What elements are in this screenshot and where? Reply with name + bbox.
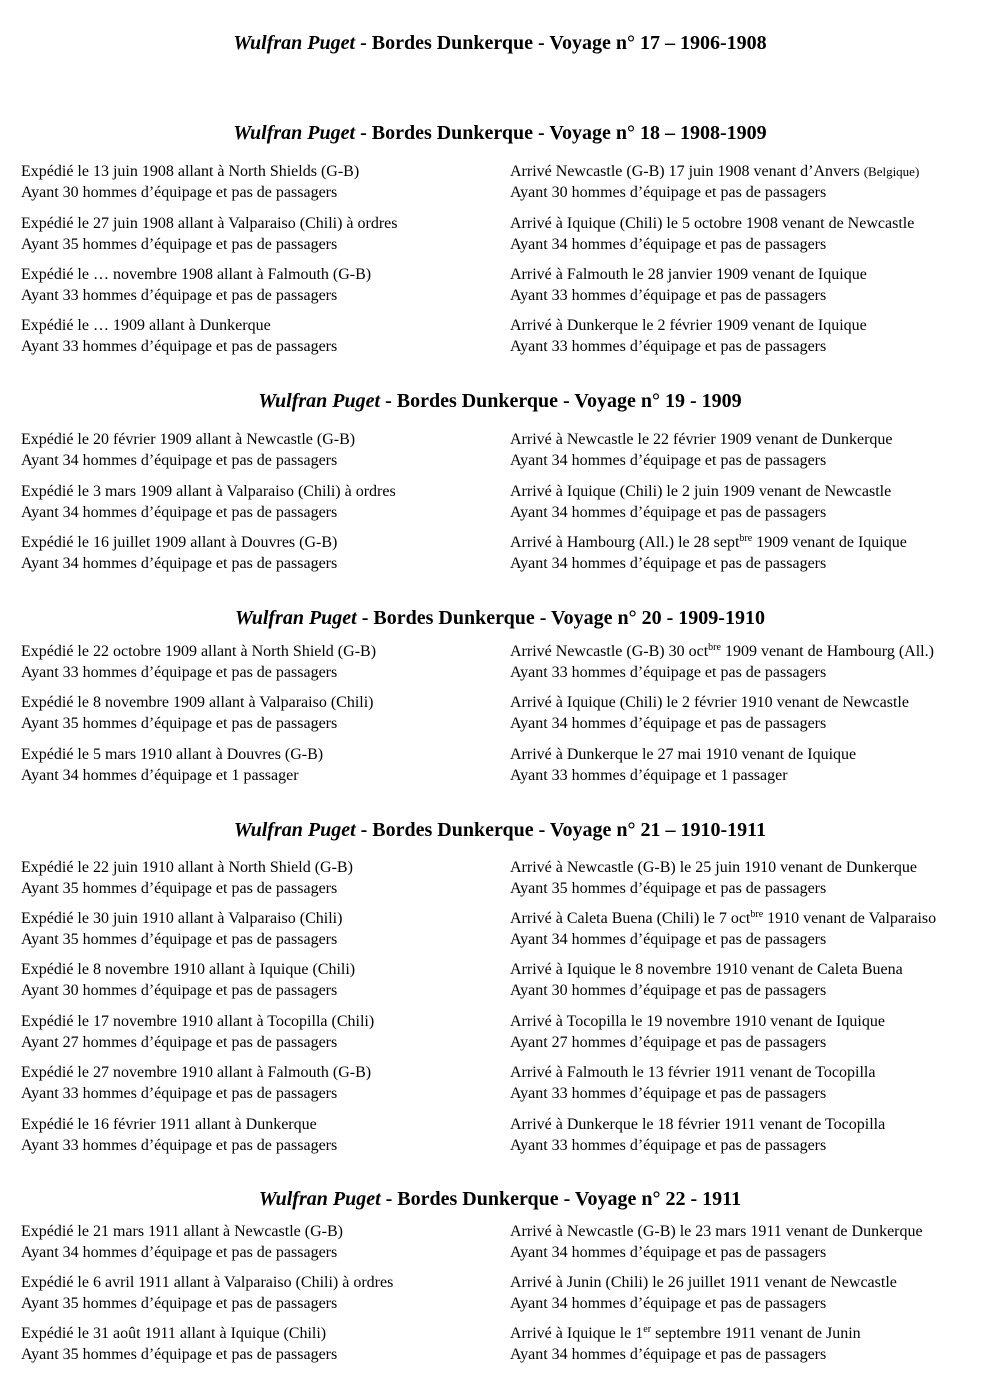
- arrival-entry: [510, 316, 867, 357]
- entry-route-line: [21, 265, 371, 286]
- crew-line: Ayant 34 hommes d’équipage et pas de passagers: [510, 554, 827, 572]
- voyage-heading: - Bordes Dunkerque - Voyage n° 17 – 1906-1908: [355, 32, 767, 54]
- route-text: Expédié le … 1909 allant à Dunkerque: [21, 317, 271, 334]
- voyage-heading: - Bordes Dunkerque - Voyage n° 20 - 1909-1910: [356, 607, 765, 629]
- route-text: Arrivé à Hambourg (All.) le 28 sept: [510, 534, 740, 551]
- departure-entry: [21, 960, 355, 1001]
- entry-route-line: [21, 745, 323, 766]
- crew-line: Ayant 33 hommes d’équipage et pas de passagers: [21, 1084, 338, 1102]
- route-text: Arrivé à Falmouth le 28 janvier 1909 venant de Iquique: [510, 266, 867, 283]
- arrival-entry: [510, 482, 891, 523]
- departure-entry: [21, 642, 376, 683]
- route-text: Arrivé à Newcastle (G-B) le 23 mars 1911 venant de Dunkerque: [510, 1223, 923, 1240]
- entry-route-line: [510, 316, 867, 337]
- crew-line: Ayant 33 hommes d’équipage et pas de passagers: [510, 286, 827, 304]
- entry-route-line: [510, 909, 936, 930]
- crew-line: Ayant 27 hommes d’équipage et pas de passagers: [21, 1033, 338, 1051]
- route-text: Arrivé à Dunkerque le 18 février 1911 venant de Tocopilla: [510, 1116, 886, 1133]
- departure-entry: [21, 265, 371, 306]
- entry-route-line: [510, 162, 919, 183]
- crew-line: Ayant 34 hommes d’équipage et pas de passagers: [510, 1243, 827, 1261]
- entry-route-line: [510, 265, 867, 286]
- entry-route-line: [510, 1012, 885, 1033]
- entry-route-line: [510, 745, 856, 766]
- arrival-entry: [510, 909, 936, 950]
- crew-line: Ayant 34 hommes d’équipage et pas de passagers: [510, 235, 827, 253]
- arrival-entry: [510, 214, 914, 255]
- departure-entry: [21, 1063, 371, 1104]
- crew-line: Ayant 35 hommes d’équipage et pas de passagers: [21, 879, 338, 897]
- crew-line: Ayant 30 hommes d’équipage et pas de passagers: [21, 981, 338, 999]
- crew-line: Ayant 34 hommes d’équipage et pas de passagers: [510, 451, 827, 469]
- route-text: Arrivé Newcastle (G-B) 17 juin 1908 venant d’Anvers: [510, 163, 864, 180]
- route-text: Arrivé à Iquique le 8 novembre 1910 venant de Caleta Buena: [510, 961, 903, 978]
- arrival-entry: [510, 858, 917, 899]
- crew-line: Ayant 33 hommes d’équipage et pas de passagers: [510, 337, 827, 355]
- route-text: Expédié le 5 mars 1910 allant à Douvres (G-B): [21, 746, 324, 763]
- route-text: Expédié le 30 juin 1910 allant à Valparaiso (Chili): [21, 910, 343, 927]
- route-text: Arrivé à Junin (Chili) le 26 juillet 1911 venant de Newcastle: [510, 1274, 897, 1291]
- entry-route-line: [21, 960, 355, 981]
- arrival-entry: [510, 1273, 897, 1314]
- ordinal-superscript: bre: [708, 642, 721, 653]
- departure-entry: [21, 909, 342, 950]
- crew-line: Ayant 33 hommes d’équipage et pas de passagers: [21, 663, 338, 681]
- route-text-continued: 1910 venant de Valparaiso: [763, 910, 937, 927]
- route-text: Arrivé à Iquique (Chili) le 5 octobre 1908 venant de Newcastle: [510, 215, 915, 232]
- voyage-title: [0, 121, 1000, 145]
- crew-line: Ayant 33 hommes d’équipage et pas de passagers: [510, 663, 827, 681]
- arrival-entry: [510, 1324, 861, 1365]
- departure-entry: [21, 693, 374, 734]
- route-text: Arrivé à Newcastle (G-B) le 25 juin 1910 venant de Dunkerque: [510, 859, 917, 876]
- entry-route-line: [21, 533, 337, 554]
- crew-line: Ayant 34 hommes d’équipage et pas de passagers: [21, 554, 338, 572]
- route-text: Arrivé à Iquique le 1: [510, 1325, 644, 1342]
- entry-route-line: [510, 1115, 885, 1136]
- entry-route-line: [510, 858, 917, 879]
- route-text: Expédié le 27 juin 1908 allant à Valparaiso (Chili) à ordres: [21, 215, 398, 232]
- route-text: Arrivé à Tocopilla le 19 novembre 1910 venant de Iquique: [510, 1013, 885, 1030]
- departure-entry: [21, 482, 396, 523]
- crew-line: Ayant 34 hommes d’équipage et pas de passagers: [510, 1294, 827, 1312]
- crew-line: Ayant 34 hommes d’équipage et pas de passagers: [21, 503, 338, 521]
- route-text: Arrivé à Newcastle le 22 février 1909 venant de Dunkerque: [510, 431, 893, 448]
- crew-line: Ayant 30 hommes d’équipage et pas de passagers: [510, 981, 827, 999]
- entry-route-line: [510, 1063, 875, 1084]
- route-text: Arrivé à Iquique (Chili) le 2 juin 1909 venant de Newcastle: [510, 483, 892, 500]
- arrival-entry: [510, 1012, 885, 1053]
- route-text: Expédié le 3 mars 1909 allant à Valparaiso (Chili) à ordres: [21, 483, 396, 500]
- route-text-continued: septembre 1911 venant de Junin: [651, 1325, 861, 1342]
- crew-line: Ayant 33 hommes d’équipage et 1 passager: [510, 766, 788, 784]
- crew-line: Ayant 35 hommes d’équipage et pas de passagers: [21, 235, 338, 253]
- voyage-title: [0, 31, 1000, 55]
- entry-route-line: [21, 430, 355, 451]
- route-text: Arrivé à Iquique (Chili) le 2 février 1910 venant de Newcastle: [510, 694, 909, 711]
- entry-route-line: [510, 960, 903, 981]
- departure-entry: [21, 1324, 337, 1365]
- arrival-entry: [510, 1063, 875, 1104]
- ship-name: Wulfran Puget: [233, 819, 356, 841]
- route-text: Expédié le 20 février 1909 allant à Newcastle (G-B): [21, 431, 356, 448]
- arrival-entry: [510, 1222, 923, 1263]
- route-text: Expédié le … novembre 1908 allant à Falmouth (G-B): [21, 266, 372, 283]
- arrival-entry: [510, 642, 934, 683]
- entry-route-line: [21, 1063, 371, 1084]
- crew-line: Ayant 33 hommes d’équipage et pas de passagers: [510, 1136, 827, 1154]
- voyage-title: [0, 606, 1000, 630]
- ship-name: Wulfran Puget: [235, 607, 357, 629]
- route-text: Expédié le 13 juin 1908 allant à North Shields (G-B): [21, 163, 360, 180]
- entry-route-line: [21, 482, 396, 503]
- ship-name: Wulfran Puget: [233, 32, 356, 54]
- arrival-entry: [510, 960, 903, 1001]
- route-text: Expédié le 31 août 1911 allant à Iquique (Chili): [21, 1325, 327, 1342]
- entry-route-line: [510, 693, 909, 714]
- crew-line: Ayant 35 hommes d’équipage et pas de passagers: [21, 714, 338, 732]
- departure-entry: [21, 1115, 337, 1156]
- entry-route-line: [21, 642, 376, 663]
- crew-line: Ayant 30 hommes d’équipage et pas de passagers: [21, 183, 338, 201]
- entry-route-line: [21, 909, 342, 930]
- departure-entry: [21, 1273, 393, 1314]
- crew-line: Ayant 33 hommes d’équipage et pas de passagers: [21, 337, 338, 355]
- ordinal-superscript: bre: [739, 533, 753, 544]
- route-text: Arrivé à Dunkerque le 27 mai 1910 venant de Iquique: [510, 746, 857, 763]
- crew-line: Ayant 35 hommes d’équipage et pas de passagers: [21, 930, 338, 948]
- route-text: Arrivé à Dunkerque le 2 février 1909 venant de Iquique: [510, 317, 867, 334]
- entry-route-line: [21, 214, 398, 235]
- arrival-entry: [510, 1115, 885, 1156]
- entry-route-line: [510, 1273, 897, 1294]
- crew-line: Ayant 34 hommes d’équipage et pas de passagers: [510, 1345, 827, 1363]
- crew-line: Ayant 34 hommes d’équipage et pas de passagers: [21, 1243, 338, 1261]
- route-text-continued: 1909 venant de Hambourg (All.): [720, 643, 934, 660]
- ship-name: Wulfran Puget: [233, 122, 356, 144]
- arrival-entry: [510, 745, 856, 786]
- departure-entry: [21, 316, 337, 357]
- ordinal-superscript: bre: [750, 909, 764, 920]
- departure-entry: [21, 162, 359, 203]
- route-text: Expédié le 8 novembre 1909 allant à Valparaiso (Chili): [21, 694, 374, 711]
- route-text: Expédié le 21 mars 1911 allant à Newcastle (G-B): [21, 1223, 343, 1240]
- route-text: Expédié le 17 novembre 1910 allant à Tocopilla (Chili): [21, 1013, 375, 1030]
- arrival-entry: [510, 265, 867, 306]
- arrival-entry: [510, 430, 893, 471]
- arrival-entry: [510, 162, 919, 203]
- crew-line: Ayant 33 hommes d’équipage et pas de passagers: [21, 1136, 338, 1154]
- crew-line: Ayant 34 hommes d’équipage et pas de passagers: [510, 714, 827, 732]
- arrival-entry: [510, 533, 907, 574]
- ordinal-superscript: er: [643, 1324, 652, 1335]
- entry-route-line: [21, 1012, 374, 1033]
- country-note: (Belgique): [863, 164, 920, 179]
- voyage-heading: - Bordes Dunkerque - Voyage n° 22 - 1911: [380, 1188, 742, 1210]
- route-text: Expédié le 22 juin 1910 allant à North Shield (G-B): [21, 859, 353, 876]
- voyage-title: [0, 818, 1000, 842]
- entry-route-line: [21, 316, 337, 337]
- crew-line: Ayant 35 hommes d’équipage et pas de passagers: [21, 1294, 338, 1312]
- crew-line: Ayant 33 hommes d’équipage et pas de passagers: [21, 286, 338, 304]
- crew-line: Ayant 34 hommes d’équipage et 1 passager: [21, 766, 299, 784]
- entry-route-line: [510, 430, 893, 451]
- route-text: Expédié le 6 avril 1911 allant à Valparaiso (Chili) à ordres: [21, 1274, 394, 1291]
- entry-route-line: [510, 214, 914, 235]
- crew-line: Ayant 35 hommes d’équipage et pas de passagers: [510, 879, 827, 897]
- route-text: Arrivé à Caleta Buena (Chili) le 7 oct: [510, 910, 751, 927]
- entry-route-line: [21, 858, 353, 879]
- entry-route-line: [21, 1115, 337, 1136]
- entry-route-line: [510, 1324, 861, 1345]
- entry-route-line: [21, 1324, 337, 1345]
- entry-route-line: [510, 642, 934, 663]
- crew-line: Ayant 27 hommes d’équipage et pas de passagers: [510, 1033, 827, 1051]
- entry-route-line: [510, 533, 907, 554]
- departure-entry: [21, 858, 353, 899]
- route-text: Arrivé Newcastle (G-B) 30 oct: [510, 643, 709, 660]
- crew-line: Ayant 33 hommes d’équipage et pas de passagers: [510, 1084, 827, 1102]
- crew-line: Ayant 30 hommes d’équipage et pas de passagers: [510, 183, 827, 201]
- departure-entry: [21, 533, 337, 574]
- entry-route-line: [21, 162, 359, 183]
- entry-route-line: [21, 1273, 393, 1294]
- voyage-heading: - Bordes Dunkerque - Voyage n° 19 - 1909: [380, 390, 742, 412]
- crew-line: Ayant 34 hommes d’équipage et pas de passagers: [510, 503, 827, 521]
- departure-entry: [21, 430, 355, 471]
- voyage-heading: - Bordes Dunkerque - Voyage n° 18 – 1908-1909: [355, 122, 767, 144]
- departure-entry: [21, 214, 398, 255]
- route-text: Expédié le 16 juillet 1909 allant à Douvres (G-B): [21, 534, 338, 551]
- voyage-title: [0, 1187, 1000, 1211]
- route-text: Expédié le 27 novembre 1910 allant à Falmouth (G-B): [21, 1064, 372, 1081]
- arrival-entry: [510, 693, 909, 734]
- route-text-continued: 1909 venant de Iquique: [752, 534, 907, 551]
- crew-line: Ayant 35 hommes d’équipage et pas de passagers: [21, 1345, 338, 1363]
- ship-name: Wulfran Puget: [258, 1188, 381, 1210]
- route-text: Arrivé à Falmouth le 13 février 1911 venant de Tocopilla: [510, 1064, 876, 1081]
- route-text: Expédié le 22 octobre 1909 allant à North Shield (G-B): [21, 643, 377, 660]
- entry-route-line: [21, 693, 374, 714]
- departure-entry: [21, 745, 323, 786]
- entry-route-line: [21, 1222, 343, 1243]
- ship-name: Wulfran Puget: [258, 390, 381, 412]
- departure-entry: [21, 1012, 374, 1053]
- voyage-title: [0, 389, 1000, 413]
- crew-line: Ayant 34 hommes d’équipage et pas de passagers: [21, 451, 338, 469]
- entry-route-line: [510, 1222, 923, 1243]
- route-text: Expédié le 8 novembre 1910 allant à Iquique (Chili): [21, 961, 356, 978]
- voyage-heading: - Bordes Dunkerque - Voyage n° 21 – 1910-1911: [355, 819, 767, 841]
- crew-line: Ayant 34 hommes d’équipage et pas de passagers: [510, 930, 827, 948]
- departure-entry: [21, 1222, 343, 1263]
- entry-route-line: [510, 482, 891, 503]
- route-text: Expédié le 16 février 1911 allant à Dunkerque: [21, 1116, 317, 1133]
